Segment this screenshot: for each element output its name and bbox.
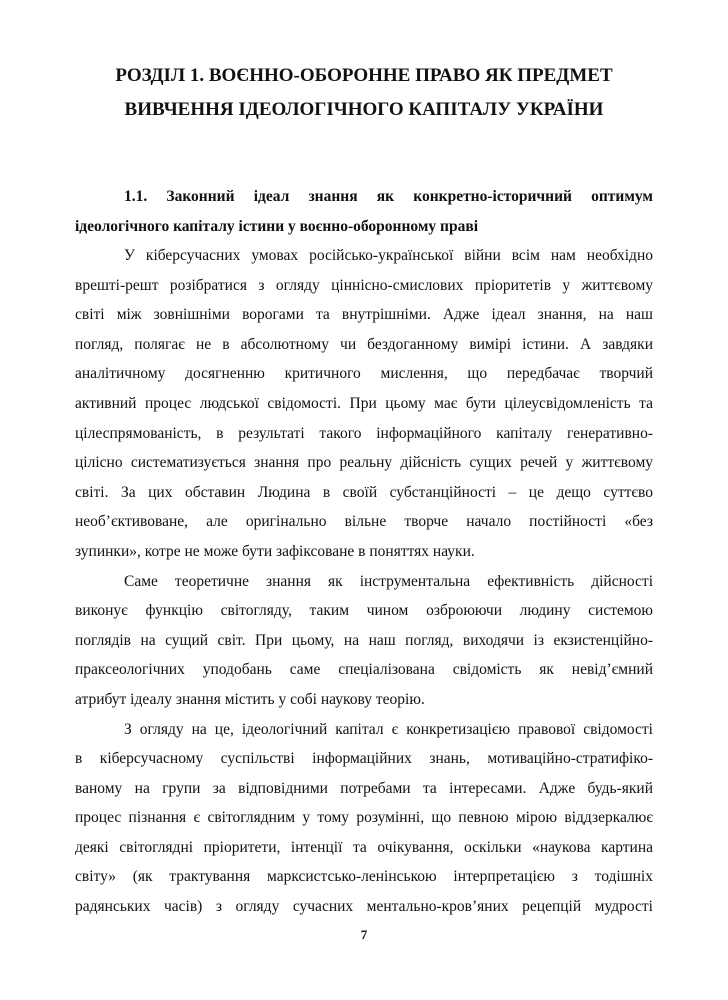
paragraph-line: процес пізнання є світоглядним у тому розумінні, що певною мірою віддзеркалює <box>75 809 653 827</box>
paragraph-line: світу» (як трактування марксистсько-ленінською інтерпретацією з тодішніх <box>75 868 653 886</box>
paragraph-line: аналітичному досягненню критичного мислення, що передбачає творчий <box>75 365 653 383</box>
page-number: 7 <box>360 927 368 942</box>
paragraph-line: світі між зовнішніми ворогами та внутрішніми. Адже ідеал знання, на наш <box>75 306 653 324</box>
paragraph <box>75 241 653 567</box>
paragraph-line: У кіберсучасних умовах російсько-української війни всім нам необхідно <box>124 247 653 264</box>
body-text <box>75 241 653 922</box>
chapter-title-line: ВИВЧЕННЯ ІДЕОЛОГІЧНОГО КАПІТАЛУ УКРАЇНИ <box>124 99 604 120</box>
paragraph-line: необ’єктивоване, але оригінально вільне творче начало постійності «без <box>75 513 653 531</box>
paragraph-line: радянських часів) з огляду сучасних ментально-кров’яних рецепцій мудрості <box>75 898 653 916</box>
paragraph-line: ваному на групи за відповідними потребами та інтересами. Адже будь-який <box>75 779 653 797</box>
chapter-title <box>75 59 653 127</box>
paragraph <box>75 567 653 715</box>
paragraph-line: світі. За цих обставин Людина в своїй субстанційності – це дещо суттєво <box>75 483 653 501</box>
section-heading-line: ідеологічного капіталу істини у воєнно-оборонному праві <box>75 217 479 235</box>
paragraph-line: поглядів на сущий світ. При цьому, на наш погляд, виходячи із екзистенційно- <box>75 631 653 649</box>
paragraph <box>75 715 653 922</box>
section-heading <box>75 181 653 240</box>
paragraph-line: зупинки», котре не може бути зафіксоване в поняттях науки. <box>75 542 475 560</box>
paragraph-line: атрибут ідеалу знання містить у собі наукову теорію. <box>75 690 425 708</box>
paragraph-line: врешті-решт розібратися з огляду ціннісно-смислових пріоритетів у життєвому <box>75 276 653 294</box>
paragraph-line: погляд, полягає не в абсолютному чи бездоганному вимірі істини. А завдяки <box>75 335 653 353</box>
paragraph-line: активний процес людської свідомості. При цьому має бути цілеусвідомленість та <box>75 394 653 412</box>
paragraph-line: в кіберсучасному суспільстві інформаційних знань, мотиваційно-стратифіко- <box>75 750 653 768</box>
paragraph-line: цілісно систематизується знання про реальну дійсність сущих речей у життєвому <box>75 454 653 472</box>
paragraph-line: праксеологічних уподобань саме спеціалізована свідомість як невід’ємний <box>75 661 653 679</box>
paragraph-line: виконує функцію світогляду, таким чином озброюючи людину системою <box>75 602 653 620</box>
paragraph-line: Саме теоретичне знання як інструментальна ефективність дійсності <box>124 572 653 590</box>
paragraph-line: З огляду на це, ідеологічний капітал є конкретизацією правової свідомості <box>124 720 653 738</box>
chapter-title-line: РОЗДІЛ 1. ВОЄННО-ОБОРОННЕ ПРАВО ЯК ПРЕДМЕТ <box>115 65 613 86</box>
section-heading-line: 1.1. Законний ідеал знання як конкретно-історичний оптимум <box>124 188 653 205</box>
paragraph-line: деякі світоглядні пріоритети, інтенції та очікування, оскільки «наукова картина <box>75 838 653 856</box>
paragraph-line: цілеспрямованість, в результаті такого інформаційного капіталу генеративно- <box>75 424 653 442</box>
